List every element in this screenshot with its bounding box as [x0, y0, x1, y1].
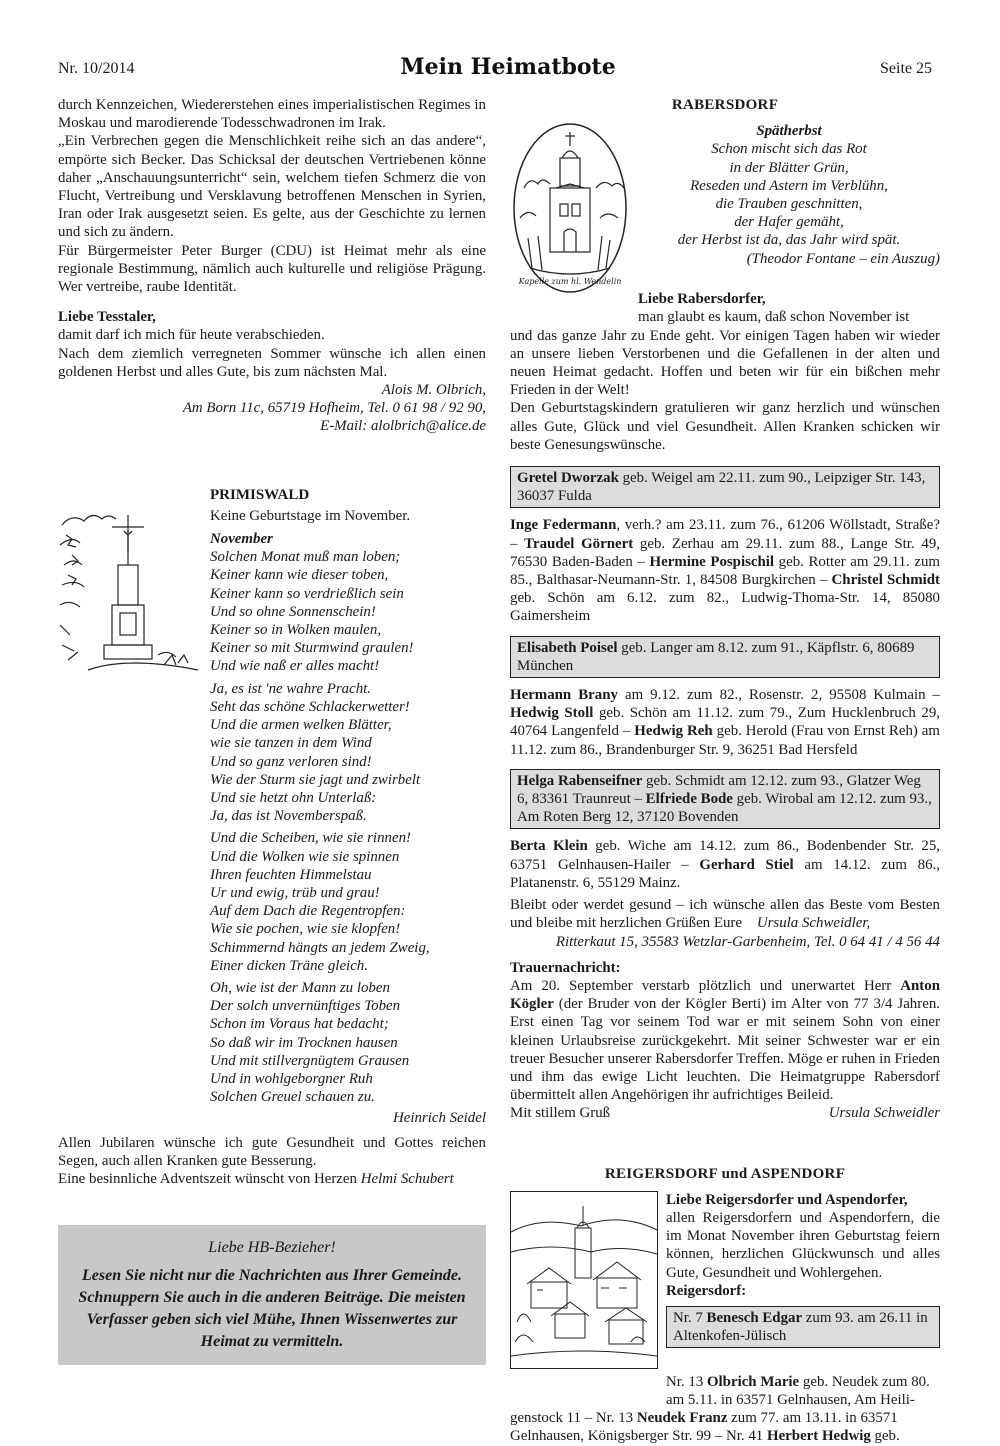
poem-line: Oh, wie ist der Mann zu loben [210, 979, 390, 996]
birthday-name: Hedwig Stoll [510, 705, 594, 722]
greeting-line-1: man glaubt es kaum, daß schon November ist [638, 309, 910, 326]
birthday-details: zum 77. am 13.11. in 63571 [727, 1410, 898, 1427]
poem-line: Seht das schöne Schlackerwetter! [210, 698, 410, 715]
reigersdorf-line-2: am 5.11. in 63571 Gelnhausen, Am Heili- [666, 1391, 915, 1408]
closing-signature: Helmi Schubert [360, 1170, 454, 1187]
birthday-details: geb. Schön am 6.12. zum 82., Ludwig-Thoma-Str. 14, 85080 Gaimersheim [510, 590, 940, 625]
closing-advent-text: Eine besinnliche Adventszeit wünscht von Herzen [58, 1170, 357, 1187]
birthday-details: geb. Herold (Frau von Ernst Reh) am 11.12. zum 86., Brandenburger Str. 9, 36251 Bad Hersfeld [510, 723, 941, 758]
birthday-name: Herbert Hedwig [766, 1428, 871, 1445]
birthday-details: geb. Weigel am 22.11. zum 90., Leipziger Str. 143, 36037 Fulda [517, 470, 926, 505]
house-number: Nr. 7 [673, 1309, 707, 1326]
poem-line: Solchen Greuel schauen zu. [210, 1089, 375, 1106]
signature-name: Alois M. Olbrich, [381, 382, 486, 399]
poem-line: So daß wir im Trocknen hausen [210, 1034, 398, 1051]
birthday-details: geb. Schön am 11.12. zum 79., Zum Hucklenbruch 29, 40764 Langenfeld – [510, 705, 940, 740]
birthday-name: Olbrich Marie [706, 1373, 800, 1390]
birthday-name: Gerhard Stiel [699, 856, 794, 873]
poem-line: Schon mischt sich das Rot [711, 141, 867, 158]
birthday-details: zum 93. am 26.11 in Altenkofen-Jülisch [673, 1309, 928, 1345]
poem-line: in der Blätter Grün, [729, 159, 849, 176]
reigersdorf-box [666, 1306, 940, 1348]
rabersdorf-title: RABERSDORF [671, 97, 779, 113]
poem-spaetherbst [638, 122, 940, 268]
poem-stanza-2 [210, 680, 486, 826]
reigersdorf-line-1 [666, 1373, 940, 1391]
intro-paragraph-2: „Ein Verbrechen gegen die Menschlichkeit reihe sich an das andere“, empörte sich Becker. Das Schicksal der deutschen Vertriebenen könne daher „Anschauungsunterricht“ sein, welchem tiefen Schmerz die von Flucht, Vertreibung und Versklavung betroffenen Menschen in Syrien, Iran oder Irak ausgesetzt seien. Es gelte, aus der Geschichte zu lernen und sich zu ändern. [58, 133, 486, 241]
trauer-text-1: Am 20. September verstarb plötzlich und unerwartet Herr [510, 977, 901, 994]
poem-line: Und sie hetzt ohn Unterlaß: [210, 789, 377, 806]
poem-line: Keiner kann so verdrießlich sein [210, 585, 404, 602]
reigersdorf-line-3 [510, 1409, 940, 1427]
chapel-caption: Kapelle zum hl. Wendelin [518, 277, 622, 287]
wayside-cross-illustration [58, 505, 208, 685]
signature-address: Am Born 11c, 65719 Hofheim, Tel. 0 61 98 / 92 90, [182, 400, 486, 417]
birthday-details: geb. Neudek zum 80. [799, 1373, 930, 1390]
poem-line: wie sie tanzen in dem Wind [210, 735, 372, 752]
poem-line: der Herbst ist da, das Jahr wird spät. [677, 232, 901, 249]
village-illustration [510, 1191, 658, 1369]
closing-paragraph: Allen Jubilaren wünsche ich gute Gesundheit und Gottes reichen Segen, auch allen Kranken gute Besserung. [58, 1134, 486, 1169]
reigersdorf-line-4 [510, 1427, 940, 1445]
house-number: Nr. 13 [666, 1373, 707, 1390]
trauer-signoff [510, 1104, 940, 1122]
poem-title: Spätherbst [756, 123, 822, 140]
poem-line: Der solch unvernünftiges Toben [210, 998, 401, 1015]
poem-line: Solchen Monat muß man loben; [210, 549, 401, 566]
poem-line: Und wie naß er alles macht! [210, 658, 380, 675]
birthday-details: am 14.12. zum 86., Platanenstr. 6, 55129 Mainz. [510, 856, 940, 891]
poem-stanza-3 [210, 829, 486, 975]
reigersdorf-subheading: Reigersdorf: [666, 1282, 747, 1299]
hb-notice-box [58, 1225, 486, 1365]
masthead-logo [400, 44, 616, 84]
birthday-box-1 [510, 466, 940, 508]
rabersdorf-greeting: Liebe Rabersdorfer, [638, 291, 766, 308]
trauer-text [510, 977, 940, 1104]
birthday-details: geb. Zerhau am 29.11. zum 88., Lange Str. 49, 76530 Baden-Baden – [510, 535, 940, 570]
farewell-signature: Ursula Schweidler, [756, 915, 871, 932]
poem-title: November [210, 531, 273, 548]
right-column [510, 96, 940, 1446]
birthday-details: , verh.? am 23.11. zum 76., 61206 Wöllstadt, Straße? – [510, 517, 940, 552]
tesstal-heading: Liebe Tesstaler, [58, 309, 156, 326]
birthday-details: Gelnhausen, Königsberger Str. 99 – Nr. 41 [510, 1428, 767, 1445]
reigersdorf-greeting: Liebe Reigersdorfer und Aspendorfer, [666, 1191, 908, 1208]
poem-stanza-1 [210, 548, 486, 675]
primiswald-note: Keine Geburtstage im November. [210, 507, 411, 524]
poem-source: (Theodor Fontane – ein Auszug) [746, 250, 940, 267]
trauer-close: Mit stillem Gruß [510, 1105, 611, 1122]
birthday-list-1 [510, 516, 940, 625]
farewell-text: Bleibt oder werdet gesund – ich wünsche allen das Beste vom Besten und bleibe mit herzlichen Grüßen Eure [510, 897, 940, 932]
hb-text: Lesen Sie nicht nur die Nachrichten aus Ihrer Gemeinde. Schnuppern Sie auch in die anderen Beiträge. Die meisten Verfasser geben sich viel Mühe, Ihnen Wissenwertes zur Heimat zu vermitteln. [78, 1267, 466, 1350]
birthday-name: Berta Klein [510, 838, 588, 855]
poem-line: Und die armen welken Blätter, [210, 717, 392, 734]
greeting-paragraph: und das ganze Jahr zu Ende geht. Vor einigen Tagen haben wir wieder an unsere lieben Verstorbenen und die Gefallenen in der alten und neuen Heimat gedacht. Hoffen und beten wir für ein bißchen mehr Frieden in der Welt! [510, 327, 940, 399]
masthead-text: Mein Heimatbote [400, 54, 616, 80]
birthday-box-2 [510, 636, 940, 678]
poem-line: Und die Wolken wie sie spinnen [210, 848, 400, 865]
birthday-name: Gretel Dworzak [517, 470, 619, 487]
poem-line: Ja, das ist Novemberspaß. [210, 808, 367, 825]
signature-email: E-Mail: alolbrich@alice.de [320, 418, 486, 435]
chapel-illustration [510, 118, 630, 294]
poem-author: Heinrich Seidel [392, 1110, 486, 1127]
birthday-details: geb. Rotter am 29.11. zum 85., Balthasar-Neumann-Str. 1, 84508 Burgkirchen – [510, 553, 940, 589]
trauer-signature: Ursula Schweidler [828, 1105, 940, 1122]
poem-line: Und so ganz verloren sind! [210, 753, 372, 770]
reigersdorf-intro [666, 1191, 940, 1349]
birthday-list-3 [510, 837, 940, 892]
poem-november [210, 548, 486, 1106]
poem-line: die Trauben geschnitten, [715, 196, 863, 213]
birthday-details: geb. Wirobal am 12.12. zum 93., Am Roten Berg 12, 37120 Bovenden [517, 791, 932, 826]
poem-line: Auf dem Dach die Regentropfen: [210, 903, 406, 920]
birthday-name: Elisabeth Poisel [517, 639, 618, 656]
page-number: Seite 25 [880, 60, 932, 77]
birthday-details: am 9.12. zum 82., Rosenstr. 2, 95508 Kulmain – [617, 687, 940, 704]
poem-line: Ur und ewig, trüb und grau! [210, 884, 380, 901]
poem-line: Ihren feuchten Himmelstau [210, 866, 372, 883]
birthday-name: Hedwig Reh [634, 723, 713, 740]
poem-line: Keiner so mit Sturmwind graulen! [210, 640, 414, 657]
birthday-name: Hermann Brany [510, 687, 618, 704]
primiswald-title: PRIMISWALD [210, 486, 310, 503]
birthday-details: genstock 11 – Nr. 13 [510, 1410, 637, 1427]
birthday-details: geb. Wiche am 14.12. zum 86., Bodenbender Str. 25, 63751 Gelnhausen-Hailer – [510, 838, 941, 873]
birthday-name: Helga Rabenseifner [517, 772, 643, 789]
tesstal-text-2: Nach dem ziemlich verregneten Sommer wünsche ich allen einen goldenen Herbst und alles Gute, bis zum nächsten Mal. [58, 345, 486, 380]
reigersdorf-title: REIGERSDORF und ASPENDORF [604, 1165, 846, 1182]
intro-paragraph-3: Für Bürgermeister Peter Burger (CDU) ist Heimat mehr als eine regionale Bestimmung, nämlich auch kulturelle und religiöse Prägung. Wer vertreibe, raube Identität. [58, 242, 486, 296]
poem-line: der Hafer gemäht, [734, 214, 844, 231]
poem-line: Einer dicken Träne gleich. [210, 957, 368, 974]
closing-advent [58, 1170, 486, 1188]
trauer-heading: Trauernachricht: [510, 959, 621, 976]
poem-line: Und die Scheiben, wie sie rinnen! [210, 830, 411, 847]
poem-line: Wie der Sturm sie jagt und zwirbelt [210, 771, 421, 788]
birthday-name: Inge Federmann [510, 517, 617, 534]
poem-line: Und in wohlgeborgner Ruh [210, 1070, 373, 1087]
poem-line: Reseden und Astern im Verblühn, [690, 177, 888, 194]
birthday-details: geb. [870, 1428, 900, 1445]
issue-number: Nr. 10/2014 [58, 60, 135, 77]
birthday-name: Hermine Pospischil [649, 553, 775, 570]
tesstal-text: damit darf ich mich für heute verabschieden. [58, 327, 325, 344]
poem-line: Wie sie pochen, wie sie klopfen! [210, 921, 401, 938]
trauer-name: Anton Kögler [510, 977, 940, 1013]
poem-line: Keiner so in Wolken maulen, [210, 622, 382, 639]
birthday-details: geb. Langer am 8.12. zum 91., Käpflstr. 6, 80689 München [517, 639, 915, 674]
birthday-list-2 [510, 686, 940, 759]
poem-line: Schimmernd hängts an jedem Zweig, [210, 939, 430, 956]
birthday-name: Neudek Franz [636, 1410, 728, 1427]
poem-line: Schon im Voraus hat bedacht; [210, 1016, 389, 1033]
trauer-text-2: (der Bruder von der Kögler Berti) im Alter von 77 3/4 Jahren. Erst einen Tag vor seinem Tod war er mit seinem Sohn von einer kleinen Urlaubsreise zurückgekehrt. Mit seiner Schwester war er ein treuer Besucher unserer Rabersdorfer Treffen. Möge er ruhen in Frieden und ihm das ewige Licht leuchten. Die Heimatgruppe Rabersdorf übermittelt allen Angehörigen ihr aufrichtiges Beileid. [510, 996, 940, 1104]
reigersdorf-text: allen Reigersdorfern und Aspendorfern, die im Monat November ihren Geburtstag feiern können, herzlichen Glückwunsch und alles Gute, Gesundheit und Wohlergehen. [666, 1209, 940, 1281]
hb-title: Liebe HB-Bezieher! [208, 1239, 336, 1256]
poem-line: Und so ohne Sonnenschein! [210, 603, 376, 620]
birthday-name: Traudel Görnert [524, 535, 634, 552]
birthday-name: Benesch Edgar [706, 1309, 803, 1326]
birthday-box-3 [510, 769, 940, 830]
poem-stanza-4 [210, 979, 486, 1106]
farewell-address: Ritterkaut 15, 35583 Wetzlar-Garbenheim, Tel. 0 64 41 / 4 56 44 [555, 933, 940, 950]
farewell-paragraph [510, 896, 940, 932]
birthday-name: Elfriede Bode [645, 791, 733, 808]
intro-paragraph-1: durch Kennzeichen, Wiedererstehen eines imperialistischen Regimes in Moskau und marodierende Todesschwadronen im Irak. [58, 97, 486, 132]
poem-line: Keiner kann wie dieser toben, [210, 567, 389, 584]
poem-line: Und mit stillvergnügtem Grausen [210, 1052, 410, 1069]
birthday-details: geb. Schmidt am 12.12. zum 93., Glatzer Weg 6, 83361 Traunreut – [517, 772, 921, 808]
birthday-wishes: Den Geburtstagskindern gratulieren wir ganz herzlich und wünschen alles Gute, Glück und viel Gesundheit. Allen Kranken schicken wir beste Genesungswünsche. [510, 400, 940, 453]
poem-line: Ja, es ist 'ne wahre Pracht. [210, 680, 372, 697]
birthday-name: Christel Schmidt [831, 572, 940, 589]
